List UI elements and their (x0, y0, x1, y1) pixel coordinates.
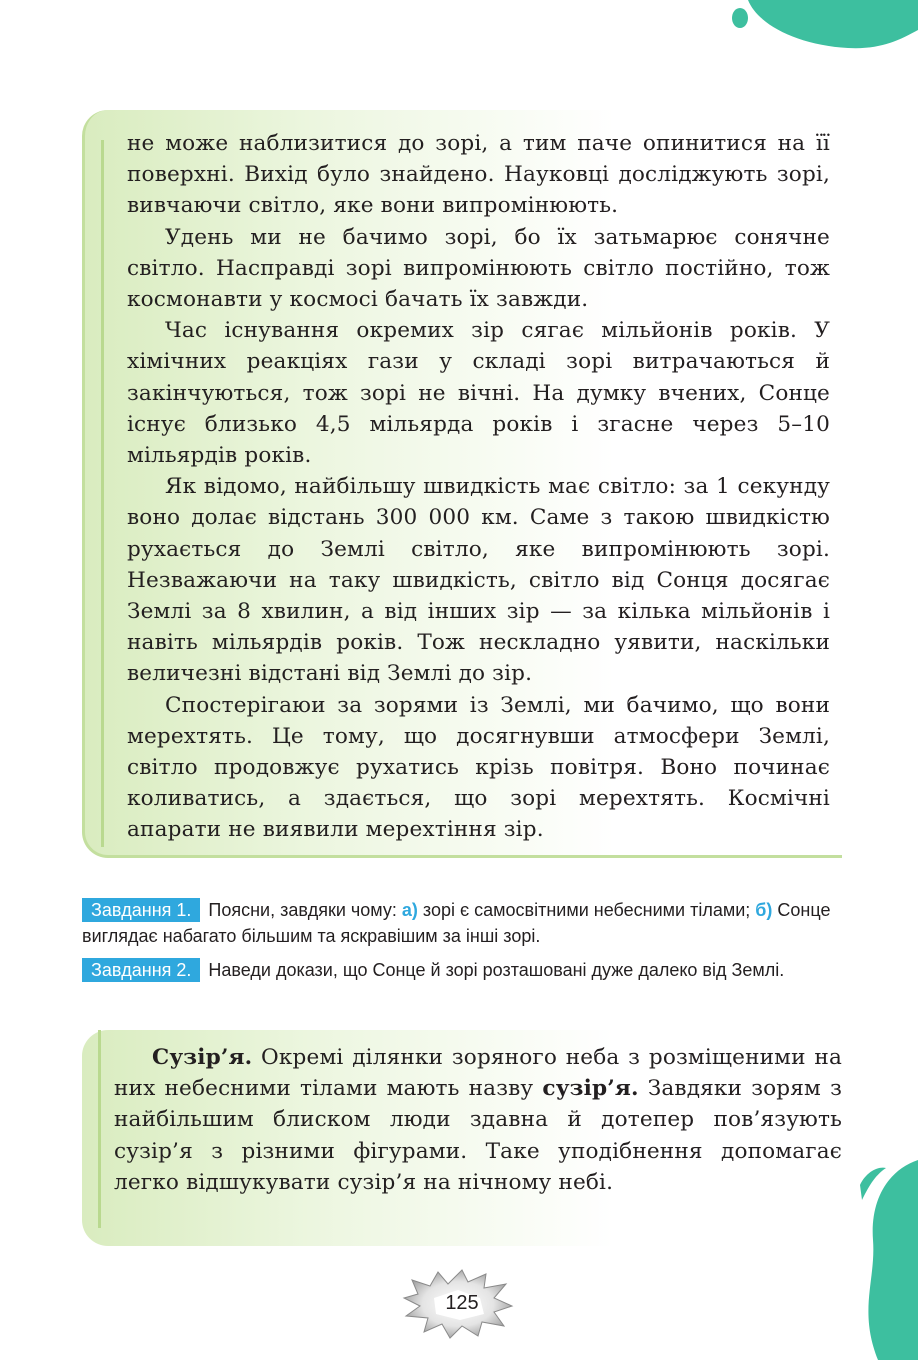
definition-text-2: Завдяки зорям з найбільшим блиском люди здавна й дотепер пов’язують сузір’я з різними фігурами. Таке уподібнення допомагає легко відшукувати сузір’я на нічному небі. (114, 1076, 842, 1195)
paragraph: Удень ми не бачимо зорі, бо їх затьмарює сонячне світло. Насправді зорі випромінюють світло постійно, тож космонавти у космосі бачать їх завжди. (127, 224, 830, 313)
definition-paragraph (114, 1042, 842, 1198)
task-2-label: Завдання 2. (82, 958, 200, 982)
decorative-wave-top (658, 0, 918, 70)
definition-text-1: Окремі ділянки зоряного неба з розміщеними на них небесними тілами мають назву (114, 1045, 842, 1102)
term-constellation-2: сузір’я. (542, 1076, 639, 1102)
paragraph: Спостерігаюи за зорями із Землі, ми бачимо, що вони мерехтять. Це тому, що досягнувши атмосфери Землі, світло продовжує рухатись крізь повітря. Воно починає коливатись, а здається, що зорі мерехтять. Космічні апарати не виявили мерехтіння зір. (127, 692, 830, 843)
page-number-badge (398, 1268, 518, 1340)
task-2 (82, 957, 852, 983)
task-1 (82, 897, 852, 949)
main-text-block (82, 110, 842, 858)
definition-block (82, 1030, 842, 1246)
task-1-text-b: зорі є самосвітними небесними тілами; (417, 900, 756, 920)
task-1-marker-b: б) (755, 900, 773, 920)
block-accent-bar (98, 1030, 101, 1228)
paragraph: Як відомо, найбільшу швидкість має світло: за 1 секунду воно долає відстань 300 000 км. Саме з такою швидкістю рухається до Землі світло, яке випромінюють зорі. Незважаючи на таку швидкість, світло від Сонця досягає Землі за 8 хвилин, а від інших зір — за кілька мільйонів і навіть мільярдів років. Тож нескладно уявити, наскільки величезні відстані від Землі до зір. (127, 474, 830, 687)
task-2-text: Наведи докази, що Сонце й зорі розташовані дуже далеко від Землі. (208, 960, 785, 980)
block-accent-bar (101, 140, 104, 847)
tasks-section (82, 897, 852, 991)
task-1-label: Завдання 1. (82, 898, 200, 922)
paragraph: не може наблизитися до зорі, а тим паче опинитися на її поверхні. Вихід було знайдено. Науковці досліджують зорі, вивчаючи світло, яке вони випромінюють. (127, 131, 830, 219)
task-1-text-a: Поясни, завдяки чому: (208, 900, 402, 920)
task-1-marker-a: а) (401, 900, 418, 920)
decorative-wave-right (848, 1160, 918, 1360)
page-number: 125 (445, 1292, 479, 1314)
term-constellation: Сузір’я. (152, 1045, 253, 1070)
task-1-text-c: Сонце виглядає набагато більшим та яскравішим за інші зорі. (82, 900, 831, 946)
paragraph: Час існування окремих зір сягає мільйонів років. У хімічних реакціях гази у складі зорі витрачаються й закінчуються, тож зорі не вічні. На думку вчених, Сонце існує близько 4,5 мільярда років і згасне через 5–10 мільярдів років. (127, 318, 830, 469)
